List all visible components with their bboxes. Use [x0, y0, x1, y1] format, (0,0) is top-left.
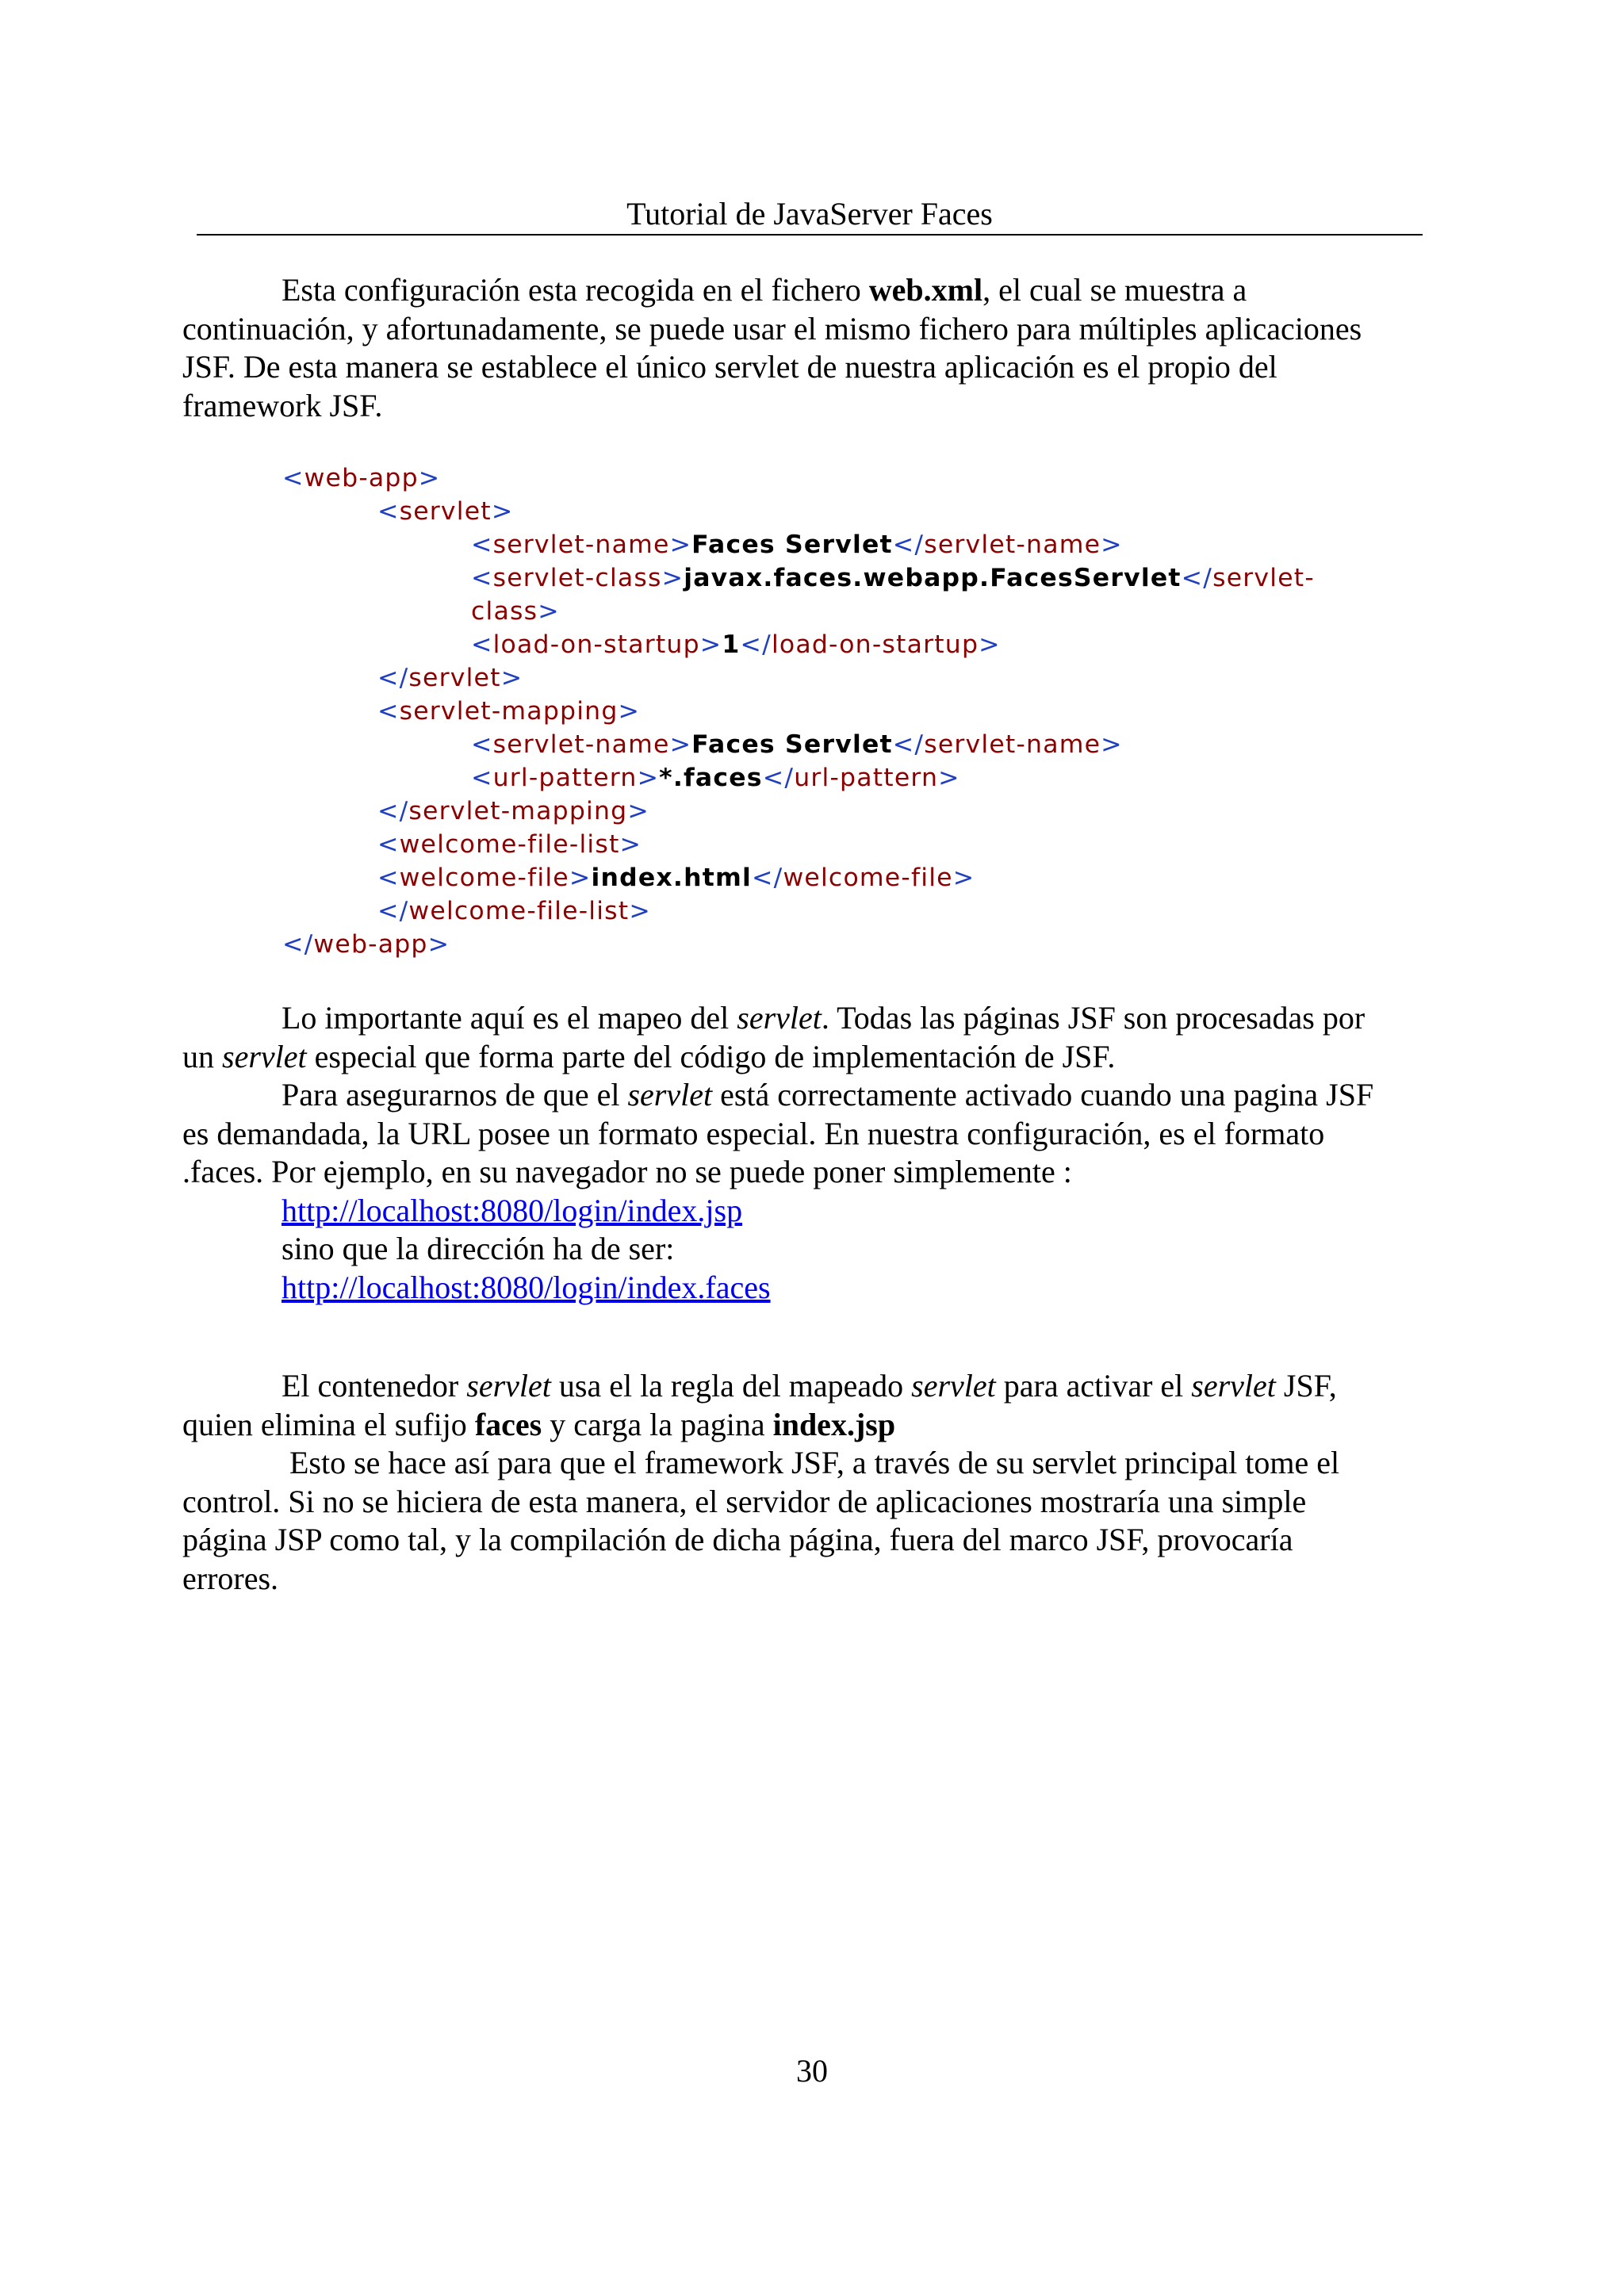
intro-line-1: Esta configuración esta recogida en el fichero web.xml, el cual se muestra a — [282, 272, 1247, 308]
code-line: <servlet-name>Faces Servlet</servlet-name> — [471, 530, 1123, 559]
running-header: Tutorial de JavaServer Faces — [626, 196, 993, 232]
code-line: <url-pattern>*.faces</url-pattern> — [471, 764, 960, 792]
code-line: class> — [471, 597, 560, 626]
code-line: </servlet-mapping> — [377, 797, 649, 825]
code-line: <servlet-mapping> — [377, 697, 641, 726]
header-rule — [197, 234, 1423, 236]
localhost-index-jsp-link[interactable]: http://localhost:8080/login/index.jsp — [282, 1192, 743, 1228]
code-line: <servlet-class>javax.faces.webapp.FacesServlet</servlet- — [471, 564, 1315, 592]
intro-paragraph — [182, 271, 1427, 425]
page-number: 30 — [796, 2053, 828, 2089]
servlet-mapping-paragraph — [182, 999, 1427, 1307]
servlet-container-paragraph — [182, 1367, 1427, 1598]
filename-web-xml: web.xml — [868, 272, 983, 308]
body1-line-4: es demandada, la URL posee un formato especial. En nuestra configuración, es el formato — [182, 1115, 1325, 1151]
web-xml-code-block — [282, 461, 1313, 961]
intro-line-4: framework JSF. — [182, 387, 383, 423]
url-line-faces — [182, 1269, 1427, 1308]
body2-line-4: control. Si no se hiciera de esta manera, el servidor de aplicaciones mostraría una simple — [182, 1483, 1307, 1519]
localhost-index-faces-link[interactable]: http://localhost:8080/login/index.faces — [282, 1269, 771, 1305]
body2-line-1: El contenedor servlet usa el la regla del mapeado servlet para activar el servlet JSF, — [282, 1368, 1337, 1404]
body1-line-7: sino que la dirección ha de ser: — [282, 1231, 675, 1266]
body2-line-3: Esto se hace así para que el framework JSF, a través de su servlet principal tome el — [289, 1445, 1340, 1480]
code-line: </web-app> — [282, 930, 450, 959]
body1-line-5: .faces. Por ejemplo, en su navegador no se puede poner simplemente : — [182, 1154, 1072, 1189]
body2-line-5: página JSP como tal, y la compilación de dicha página, fuera del marco JSF, provocaría — [182, 1522, 1293, 1557]
code-line: <load-on-startup>1</load-on-startup> — [471, 630, 1001, 659]
url-line-jsp — [182, 1192, 1427, 1231]
code-line: <welcome-file-list> — [377, 830, 642, 859]
code-line: </welcome-file-list> — [377, 897, 651, 925]
code-line: <servlet-name>Faces Servlet</servlet-name> — [471, 730, 1123, 759]
body1-line-2: un servlet especial que forma parte del código de implementación de JSF. — [182, 1038, 1116, 1074]
body1-line-3: Para asegurarnos de que el servlet está correctamente activado cuando una pagina JSF — [282, 1077, 1374, 1113]
body2-line-2: quien elimina el sufijo faces y carga la pagina index.jsp — [182, 1406, 896, 1442]
intro-line-3: JSF. De esta manera se establece el único servlet de nuestra aplicación es el propio del — [182, 349, 1277, 385]
intro-line-2: continuación, y afortunadamente, se puede usar el mismo fichero para múltiples aplicaciones — [182, 310, 1362, 347]
body2-line-6: errores. — [182, 1560, 279, 1596]
code-line: </servlet> — [377, 664, 523, 692]
body1-line-1: Lo importante aquí es el mapeo del servlet. Todas las páginas JSF son procesadas por — [282, 1000, 1365, 1036]
code-line: <welcome-file>index.html</welcome-file> — [377, 864, 975, 892]
code-line: <web-app> — [282, 464, 441, 492]
code-line: <servlet> — [377, 497, 514, 526]
